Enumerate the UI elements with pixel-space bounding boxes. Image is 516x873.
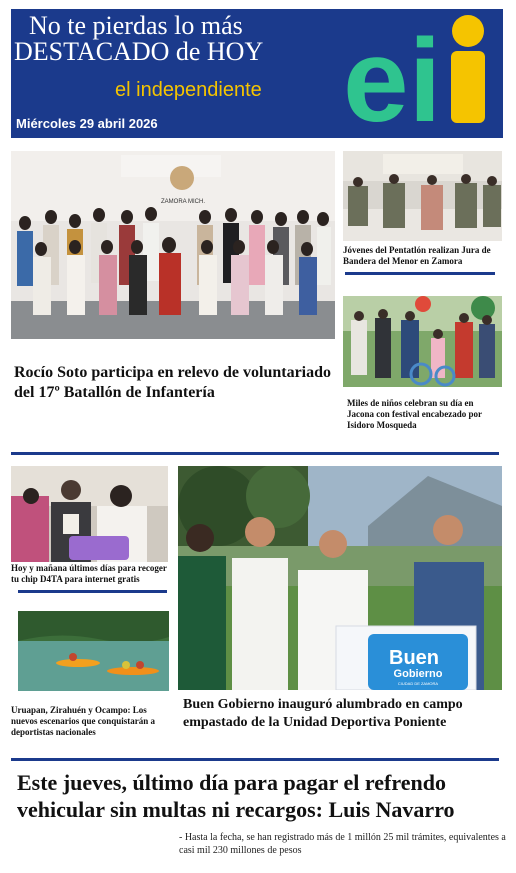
jacona-photo[interactable] (343, 296, 502, 387)
banner-line-2: DESTACADO de HOY (14, 37, 264, 66)
section-divider (11, 758, 499, 761)
pentatlon-caption[interactable]: Jóvenes del Pentatlón realizan Jura de Bandera del Menor en Zamora (343, 245, 491, 266)
divider (18, 590, 167, 593)
edition-date: Miércoles 29 abril 2026 (16, 116, 158, 131)
brand-name: el independiente (115, 79, 262, 101)
uruapan-photo[interactable] (18, 611, 169, 691)
refrendo-headline[interactable]: Este jueves, último día para pagar el refrendo vehicular sin multas ni recargos: Luis Navarro (17, 770, 455, 822)
logo-letter-e: ei (343, 15, 442, 136)
alumbrado-photo[interactable] (178, 466, 502, 690)
uruapan-caption[interactable]: Uruapan, Zirahuén y Ocampo: Los nuevos escenarios que conquistarán a deportistas nacionales (11, 705, 156, 737)
section-divider (11, 452, 499, 455)
jacona-caption[interactable]: Miles de niños celebran su día en Jacona con festival encabezado por Isidoro Mosqueda (347, 398, 482, 430)
d4ta-caption[interactable]: Hoy y mañana últimos días para recoger tu chip D4TA para internet gratis (11, 563, 167, 584)
podium-line-1: Buen (389, 647, 439, 669)
podium-line-3: CIUDAD DE ZAMORA (397, 681, 439, 686)
ei-logo-icon (343, 11, 503, 136)
banner-line-1: No te pierdas lo más (29, 11, 243, 40)
d4ta-photo[interactable] (11, 466, 168, 562)
podium-line-2: Gobierno (393, 668, 443, 680)
header-banner (11, 9, 503, 138)
photo-banner-text: ZAMORA MICH. (160, 199, 206, 205)
alumbrado-headline[interactable]: Buen Gobierno inauguró alumbrado en campo empastado de la Unidad Deportiva Poniente (183, 697, 463, 730)
refrendo-note: - Hasta la fecha, se han registrado más de 1 millón 25 mil trámites, equivalentes a casi mil 230 millones de pesos (179, 832, 506, 856)
pentatlon-photo[interactable] (343, 151, 502, 241)
voluntariado-headline[interactable]: Rocío Soto participa en relevo de voluntariado del 17º Batallón de Infantería (14, 364, 332, 401)
divider (345, 272, 495, 275)
voluntariado-photo[interactable] (11, 151, 335, 339)
